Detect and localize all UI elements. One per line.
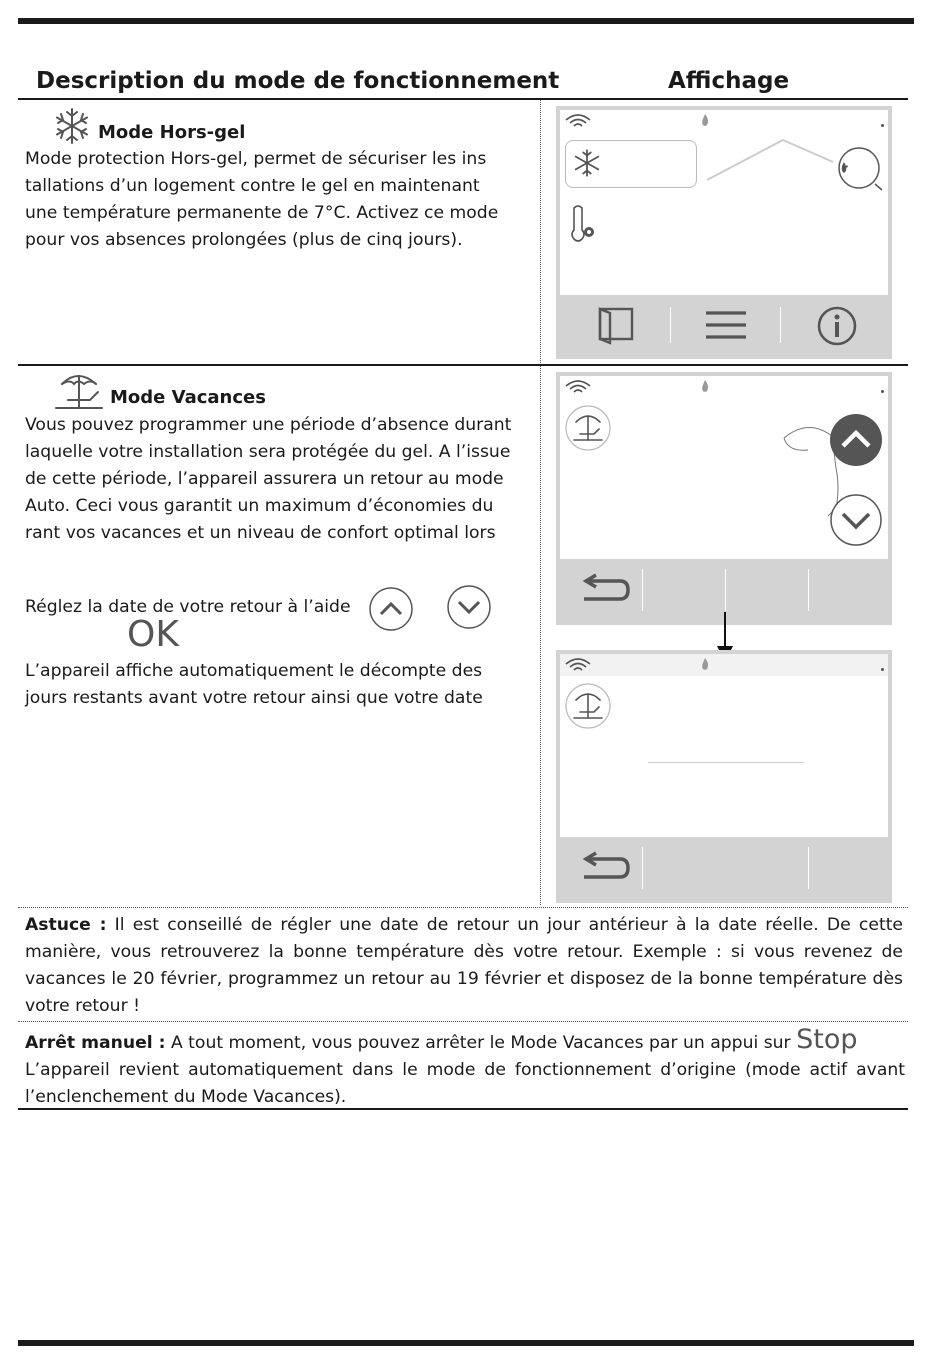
chevron-down-icon[interactable]: [828, 492, 884, 548]
wifi-icon: [564, 656, 592, 674]
countdown-description: [25, 658, 533, 712]
thermometer-settings-icon[interactable]: [568, 204, 598, 244]
stop-label: Stop: [796, 1024, 858, 1055]
beach-umbrella-icon[interactable]: [564, 682, 612, 730]
tip-text: Il est conseillé de régler une date de retour un jour antérieur à la date réelle. De cette manière, vous retrouverez la bonne température dès votre retour. Exemple : si vous revenez de vacances le 20 février, programmez un retour au 19 février et disposez de la bonne température dès votre retour !: [25, 915, 904, 1016]
footer-divider: [670, 307, 671, 343]
manual-stop-block: [25, 1026, 905, 1111]
wifi-icon: [564, 378, 592, 396]
tip-label: Astuce :: [25, 915, 107, 935]
description-header: Description du mode de fonctionnement: [36, 68, 560, 94]
vacances-line: de cette période, l’appareil assurera un retour au mode: [25, 469, 504, 489]
footer-divider: [808, 569, 809, 611]
door-icon[interactable]: [596, 305, 636, 345]
hors-gel-footer: [560, 295, 888, 355]
flame-icon: [700, 657, 710, 671]
column-separator: [540, 100, 541, 905]
section-rule: [18, 364, 908, 366]
footer-divider: [642, 569, 643, 611]
vacances-set-screen: [556, 372, 892, 625]
chevron-up-icon: [368, 586, 414, 632]
vacances-line: rant vos vacances et un niveau de confort optimal lors: [25, 523, 496, 543]
vacances-line: Vous pouvez programmer une période d’absence durant: [25, 415, 512, 435]
topbar: [560, 654, 888, 676]
status-dot: [881, 390, 884, 393]
droplet-icon[interactable]: [835, 144, 887, 194]
manual-stop-text: A tout moment, vous pouvez arrêter le Mode Vacances par un appui sur: [165, 1033, 797, 1053]
vacances-description: [25, 412, 533, 547]
temperature-curve: [705, 136, 835, 184]
chevron-up-icon[interactable]: [828, 412, 884, 468]
wifi-icon: [564, 112, 592, 130]
footer-divider: [780, 307, 781, 343]
vacances-line: Auto. Ceci vous garantit un maximum d’économies du: [25, 496, 494, 516]
date-separator: [648, 762, 804, 763]
bottom-rule: [18, 1340, 914, 1346]
vacances-countdown-screen: [556, 650, 892, 903]
manual-stop-text2: L’appareil revient automatiquement dans le mode de fonctionnement d’origine (mode actif avant l’enclenchement du Mode Vacances).: [25, 1060, 905, 1107]
closing-rule: [18, 1108, 908, 1110]
status-dot: [881, 124, 884, 127]
countdown-line: L’appareil affiche automatiquement le décompte des: [25, 661, 483, 681]
footer-divider: [808, 847, 809, 889]
vacances-line: laquelle votre installation sera protégée du gel. A l’issue: [25, 442, 511, 462]
header-rule: [18, 98, 908, 100]
status-dot: [881, 668, 884, 671]
flame-icon: [700, 113, 710, 127]
hors-gel-description: [25, 146, 533, 254]
countdown-footer: [560, 837, 888, 899]
beach-umbrella-icon: [54, 370, 104, 412]
hors-gel-line: tallations d’un logement contre le gel en maintenant: [25, 176, 480, 196]
menu-icon[interactable]: [704, 307, 748, 343]
manual-stop-separator: [18, 1021, 908, 1022]
vacances-title: Mode Vacances: [110, 387, 266, 408]
display-header: Affichage: [668, 68, 790, 94]
tip-block: [25, 912, 903, 1020]
snowflake-icon: [52, 106, 92, 146]
chevron-down-icon: [446, 584, 492, 630]
back-arrow-icon[interactable]: [574, 573, 630, 607]
back-arrow-icon[interactable]: [574, 851, 630, 885]
info-icon[interactable]: [816, 305, 858, 347]
hors-gel-line: une température permanente de 7°C. Activez ce mode: [25, 203, 499, 223]
hors-gel-line: Mode protection Hors-gel, permet de sécuriser les ins: [25, 149, 487, 169]
top-rule: [18, 18, 914, 24]
countdown-line: jours restants avant votre retour ainsi que votre date: [25, 688, 483, 708]
ok-label: OK: [127, 614, 179, 655]
hors-gel-title: Mode Hors-gel: [98, 122, 246, 143]
beach-umbrella-icon[interactable]: [564, 404, 612, 452]
tip-separator: [18, 907, 908, 908]
footer-divider: [725, 569, 726, 611]
flame-icon: [700, 379, 710, 393]
snowflake-icon: [572, 148, 602, 178]
set-date-text: Réglez la date de votre retour à l’aide: [25, 597, 351, 617]
footer-divider: [642, 847, 643, 889]
hors-gel-line: pour vos absences prolongées (plus de cinq jours).: [25, 230, 463, 250]
manual-stop-label: Arrêt manuel :: [25, 1033, 166, 1053]
hors-gel-screen: [556, 106, 892, 359]
